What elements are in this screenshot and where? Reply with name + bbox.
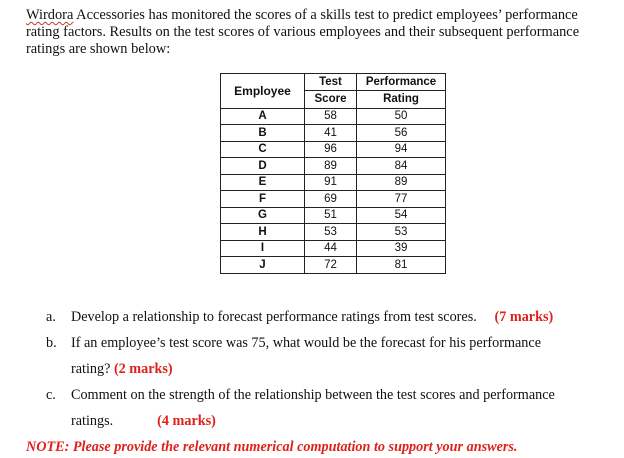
row-score: 44 <box>305 240 357 257</box>
row-employee: A <box>221 108 305 125</box>
row-employee: J <box>221 257 305 274</box>
row-employee: F <box>221 191 305 208</box>
row-score: 41 <box>305 125 357 142</box>
question-b-cont <box>71 361 624 378</box>
table-body <box>221 108 446 273</box>
row-score: 53 <box>305 224 357 241</box>
question-c-label: c. <box>46 387 56 403</box>
row-employee: E <box>221 174 305 191</box>
question-b-text2: rating? <box>71 361 111 377</box>
question-b <box>46 335 604 352</box>
header-rating: Rating <box>357 90 446 108</box>
row-rating: 89 <box>357 174 446 191</box>
note-text: NOTE: Please provide the relevant numerical computation to support your answers. <box>26 439 518 455</box>
row-rating: 39 <box>357 240 446 257</box>
table-row <box>221 191 446 208</box>
table-row <box>221 224 446 241</box>
table-row <box>221 240 446 257</box>
table-header-row <box>221 74 446 91</box>
row-score: 51 <box>305 207 357 224</box>
header-performance: Performance <box>357 74 446 91</box>
row-score: 69 <box>305 191 357 208</box>
question-b-label: b. <box>46 335 57 351</box>
row-rating: 94 <box>357 141 446 158</box>
row-rating: 84 <box>357 158 446 175</box>
question-c-marks: (4 marks) <box>157 413 216 429</box>
question-a-marks: (7 marks) <box>494 309 554 325</box>
intro-paragraph <box>26 7 606 58</box>
row-rating: 53 <box>357 224 446 241</box>
question-a-text: Develop a relationship to forecast performance ratings from test scores. <box>71 309 477 325</box>
row-score: 89 <box>305 158 357 175</box>
table-row <box>221 207 446 224</box>
row-rating: 81 <box>357 257 446 274</box>
scores-table <box>220 73 446 274</box>
table-row <box>221 174 446 191</box>
question-b-marks: (2 marks) <box>113 361 173 377</box>
question-a-label: a. <box>46 309 56 325</box>
table-row <box>221 108 446 125</box>
header-test: Test <box>305 74 357 91</box>
company-name: Wirdora <box>26 7 74 23</box>
question-a <box>46 309 604 326</box>
table-row <box>221 125 446 142</box>
row-rating: 50 <box>357 108 446 125</box>
header-employee: Employee <box>221 74 305 109</box>
row-rating: 54 <box>357 207 446 224</box>
row-rating: 77 <box>357 191 446 208</box>
question-c-cont <box>71 413 624 430</box>
table-row <box>221 257 446 274</box>
row-score: 58 <box>305 108 357 125</box>
question-c <box>46 387 604 404</box>
row-employee: B <box>221 125 305 142</box>
question-b-text: If an employee’s test score was 75, what would be the forecast for his performance <box>71 335 541 351</box>
question-c-text: Comment on the strength of the relationship between the test scores and performance <box>71 387 555 403</box>
row-score: 91 <box>305 174 357 191</box>
table-row <box>221 158 446 175</box>
row-employee: I <box>221 240 305 257</box>
row-score: 96 <box>305 141 357 158</box>
row-employee: D <box>221 158 305 175</box>
intro-text: Accessories has monitored the scores of a skills test to predict employees’ performance rating factors. Results on the test scores of various employees and their subsequent performance ratings are shown below: <box>26 7 580 57</box>
question-c-text2: ratings. <box>71 413 114 429</box>
row-employee: H <box>221 224 305 241</box>
row-score: 72 <box>305 257 357 274</box>
row-rating: 56 <box>357 125 446 142</box>
header-score: Score <box>305 90 357 108</box>
row-employee: C <box>221 141 305 158</box>
table-row <box>221 141 446 158</box>
row-employee: G <box>221 207 305 224</box>
